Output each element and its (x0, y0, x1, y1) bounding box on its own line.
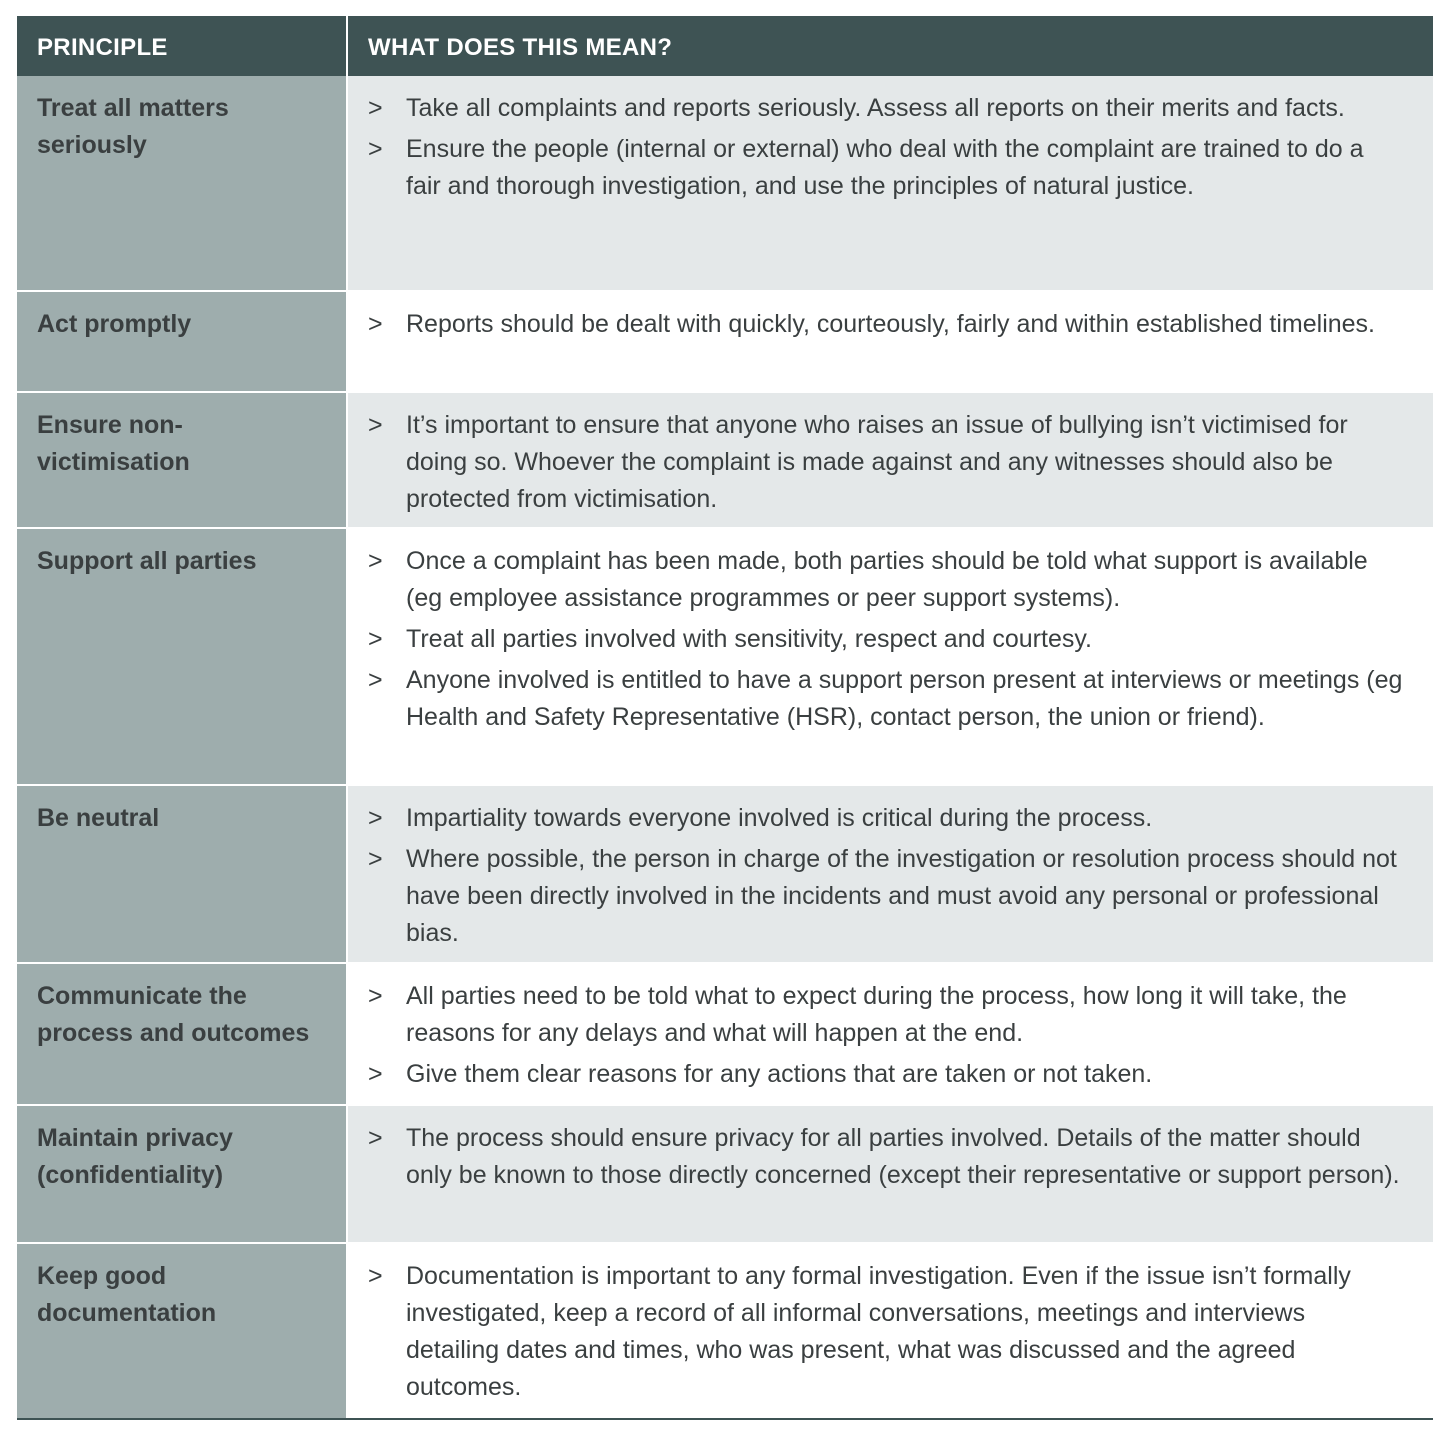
table-row (17, 964, 1433, 1104)
table-header (17, 16, 1433, 76)
principles-table (17, 16, 1433, 1420)
meaning-bullet (368, 662, 1403, 736)
meaning-bullet (368, 306, 1403, 343)
table-row (17, 393, 1433, 527)
bullet-text: Once a complaint has been made, both parties should be told what support is available (eg employee assistance programmes or peer support systems). (406, 547, 1368, 612)
meaning-bullet (368, 978, 1403, 1052)
bullet-text: Give them clear reasons for any actions that are taken or not taken. (406, 1060, 1153, 1088)
principle-cell: Ensure non-victimisation (17, 393, 346, 527)
meaning-bullet (368, 621, 1403, 658)
meaning-bullet (368, 543, 1403, 617)
bullet-marker: > (368, 625, 383, 653)
bullet-text: Ensure the people (internal or external) who deal with the complaint are trained to do a fair and thorough investigation, and use the principles of natural justice. (406, 135, 1364, 200)
meaning-bullet (368, 407, 1403, 518)
bullet-text: All parties need to be told what to expect during the process, how long it will take, the reasons for any delays and what will happen at the end. (406, 982, 1347, 1047)
bullet-text: Where possible, the person in charge of the investigation or resolution process should not have been directly involved in the incidents and must avoid any personal or professional bias. (406, 845, 1397, 947)
table-row (17, 786, 1433, 962)
bullet-marker: > (368, 845, 383, 873)
bullet-marker: > (368, 94, 383, 122)
bullet-marker: > (368, 411, 383, 439)
meaning-bullet (368, 800, 1403, 837)
meaning-bullet (368, 841, 1403, 952)
bullet-marker: > (368, 547, 383, 575)
bullet-marker: > (368, 666, 383, 694)
meaning-cell (346, 76, 1433, 290)
table-row (17, 529, 1433, 784)
meaning-cell (346, 292, 1433, 391)
bullet-marker: > (368, 310, 383, 338)
principle-cell: Act promptly (17, 292, 346, 391)
header-meaning: WHAT DOES THIS MEAN? (346, 16, 1433, 76)
bullet-text: Treat all parties involved with sensitivity, respect and courtesy. (406, 625, 1092, 653)
principle-cell: Keep good documentation (17, 1244, 346, 1418)
bullet-text: Anyone involved is entitled to have a support person present at interviews or meetings (eg Health and Safety Representative (HSR), contact person, the union or friend). (406, 666, 1403, 731)
meaning-bullet (368, 131, 1403, 205)
principle-cell: Be neutral (17, 786, 346, 962)
meaning-cell (346, 393, 1433, 527)
meaning-cell (346, 1106, 1433, 1242)
bullet-marker: > (368, 1262, 383, 1290)
header-principle: PRINCIPLE (37, 34, 168, 61)
table-row (17, 1244, 1433, 1418)
bottom-rule (17, 1418, 1433, 1420)
bullet-text: It’s important to ensure that anyone who raises an issue of bullying isn’t victimised for doing so. Whoever the complaint is made against and any witnesses should also be protected from victimisation. (406, 411, 1348, 513)
principle-cell: Treat all matters seriously (17, 76, 346, 290)
bullet-marker: > (368, 982, 383, 1010)
table-body (17, 76, 1433, 1418)
bullet-text: Take all complaints and reports seriously. Assess all reports on their merits and facts. (406, 94, 1345, 122)
table-row (17, 76, 1433, 290)
principle-cell: Communicate the process and outcomes (17, 964, 346, 1104)
bullet-text: The process should ensure privacy for all parties involved. Details of the matter should only be known to those directly concerned (except their representative or support person). (406, 1124, 1400, 1189)
bullet-marker: > (368, 135, 383, 163)
bullet-marker: > (368, 1060, 383, 1088)
meaning-bullet (368, 1056, 1403, 1093)
table-row (17, 292, 1433, 391)
meaning-bullet (368, 1258, 1403, 1406)
principle-cell: Maintain privacy (confidentiality) (17, 1106, 346, 1242)
meaning-cell (346, 1244, 1433, 1418)
bullet-marker: > (368, 804, 383, 832)
bullet-text: Documentation is important to any formal investigation. Even if the issue isn’t formally investigated, keep a record of all informal conversations, meetings and interviews detailing dates and times, who was present, what was discussed and the agreed outcomes. (406, 1262, 1351, 1401)
meaning-bullet (368, 90, 1403, 127)
bullet-text: Reports should be dealt with quickly, courteously, fairly and within established timelines. (406, 310, 1376, 338)
principle-cell: Support all parties (17, 529, 346, 784)
meaning-cell (346, 786, 1433, 962)
meaning-bullet (368, 1120, 1403, 1194)
meaning-cell (346, 964, 1433, 1104)
meaning-cell (346, 529, 1433, 784)
bullet-marker: > (368, 1124, 383, 1152)
table-row (17, 1106, 1433, 1242)
bullet-text: Impartiality towards everyone involved is critical during the process. (406, 804, 1153, 832)
